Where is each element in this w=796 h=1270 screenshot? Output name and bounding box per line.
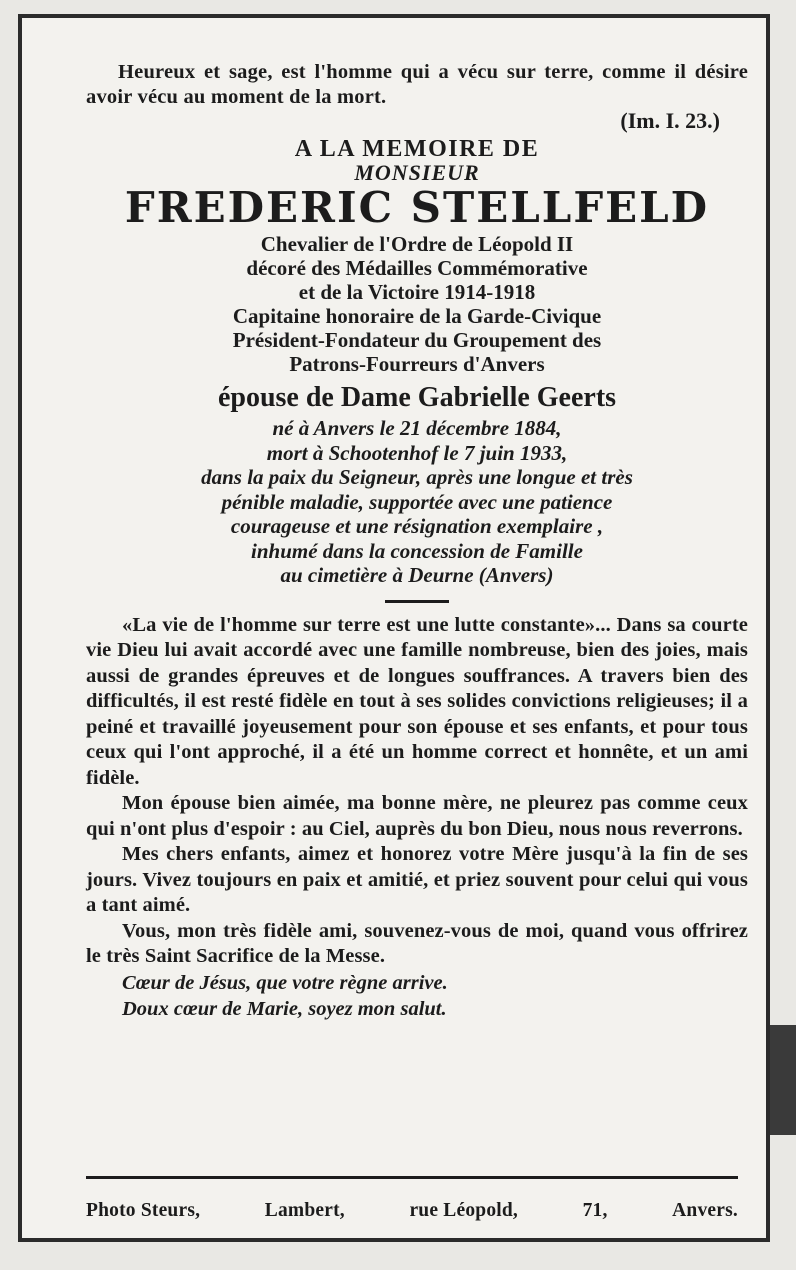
title-line: Capitaine honoraire de la Garde-Civique [232,304,602,328]
date-line: mort à Schootenhof le 7 juin 1933, [266,440,568,465]
date-line: dans la paix du Seigneur, après une longue et très [201,465,633,489]
title-line: Patrons-Fourreurs d'Anvers [289,352,545,376]
credit-photographer: Photo Steurs, [86,1200,201,1221]
text-body [86,613,748,970]
credit-number: 71, [582,1200,608,1221]
deceased-name: FREDERIC STELLFELD [124,183,710,232]
body-paragraph: Mon épouse bien aimée, ma bonne mère, ne pleurez pas comme ceux qui n'ont plus d'espoir : au Ciel, auprès du bon Dieu, nous nous reverrons. [86,792,748,840]
title-line: Président-Fondateur du Groupement des [232,328,602,352]
body-paragraph: Vous, mon très fidèle ami, souvenez-vous de moi, quand vous offrirez le très Saint Sacrifice de la Messe. [86,919,748,967]
memorial-card [18,14,770,1242]
date-line: inhumé dans la concession de Famille [251,538,583,563]
date-line: né à Anvers le 21 décembre 1884, [272,416,562,440]
title-line: décoré des Médailles Commémorative [246,256,588,280]
honorific: MONSIEUR [354,160,480,185]
photographer-credit [86,1200,738,1222]
motto-quote: Heureux et sage, est l'homme qui a vécu sur terre, comme il désire avoir vécu au moment de la mort. [86,61,748,108]
title-line: Chevalier de l'Ordre de Léopold II [260,232,574,256]
scan-edge-shadow [770,1025,796,1135]
prayer-line: Cœur de Jésus, que votre règne arrive. [122,971,448,994]
credit-city: Anvers. [672,1200,738,1221]
title-line: et de la Victoire 1914-1918 [298,280,536,304]
divider [385,600,449,603]
credit-name: Lambert, [264,1200,345,1221]
footer-divider [86,1176,738,1179]
credit-street: rue Léopold, [409,1200,519,1221]
prayer-line: Doux cœur de Marie, soyez mon salut. [122,997,447,1020]
spouse-line: épouse de Dame Gabrielle Geerts [217,382,617,413]
dates-block [86,416,748,588]
in-memory-heading: A LA MEMOIRE DE [294,136,540,162]
titles-block [86,232,748,376]
card-content [86,60,748,1022]
motto-reference: (Im. I. 23.) [620,108,720,133]
date-line: courageuse et une résignation exemplaire , [230,514,604,538]
date-line: pénible maladie, supportée avec une patience [221,489,613,514]
body-paragraph: Mes chers enfants, aimez et honorez votre Mère jusqu'à la fin de ses jours. Vivez toujours en paix et amitié, et priez souvent pour celui qui vous a tant aimé. [86,843,748,916]
body-paragraph: «La vie de l'homme sur terre est une lutte constante»... Dans sa courte vie Dieu lui avait accordé avec une famille nombreuse, bien des joies, mais aussi de grandes épreuves et de longues souffrances. A travers bien des difficultés, il est resté fidèle en tout à ses solides convictions religieuses; il a peiné et travaillé joyeusement pour son épouse et ses enfants, et pour tous ceux qui l'ont approché, il a été un homme correct et honnête, et un ami fidèle. [86,613,748,789]
date-line: au cimetière à Deurne (Anvers) [280,563,554,587]
